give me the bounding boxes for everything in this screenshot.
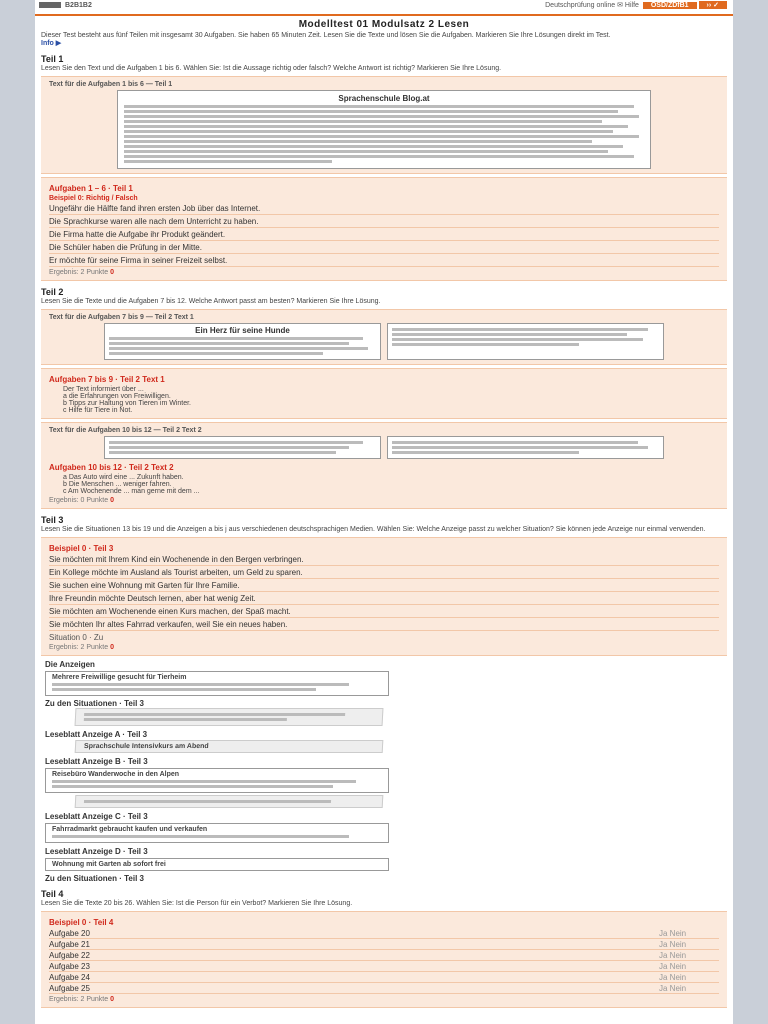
top-links[interactable]: Deutschprüfung online ✉ Hilfe [545, 2, 639, 9]
teil2-heading: Teil 2 [41, 287, 64, 297]
teil2-text-box-2 [41, 422, 727, 509]
teil4-q-head: Beispiel 0 · Teil 4 [49, 918, 114, 927]
page-title: Modelltest 01 Modulsatz 2 Lesen [298, 19, 470, 30]
site-logo[interactable]: B2B1B2 [39, 2, 92, 9]
teil3-question[interactable]: Sie suchen eine Wohnung mit Garten für Ihre Familie. [49, 581, 719, 592]
teil2-option: Der Text informiert über ... [63, 386, 144, 393]
teil3-question[interactable]: Sie möchten mit Ihrem Kind ein Wochenende in den Bergen verbringen. [49, 555, 719, 566]
anzeige-situation-tail: Zu den Situationen · Teil 3 [45, 874, 144, 883]
teil2-col-2 [387, 323, 664, 360]
teil2-text-box [41, 309, 727, 365]
teil4-result: Ergebnis: 2 Punkte 0 [49, 996, 115, 1003]
anzeige-heading: Leseblatt Anzeige B · Teil 3 [45, 757, 148, 766]
teil3-result-mark: 0 [110, 644, 115, 651]
teil1-text-box [41, 76, 727, 174]
anzeige-card: Fahrradmarkt gebraucht kaufen und verkaufen [45, 823, 389, 843]
anzeigen-label: Die Anzeigen [45, 660, 95, 669]
anzeige-card: Wohnung mit Garten ab sofort frei [45, 858, 389, 871]
teil1-questions [41, 177, 727, 281]
teil2-questions [41, 368, 727, 419]
info-link[interactable]: Info ▶ [41, 40, 62, 47]
teil1-result: Ergebnis: 2 Punkte 0 [49, 269, 115, 276]
teil1-sub-head: Beispiel 0: Richtig / Falsch [49, 195, 138, 202]
teil4-instructions: Lesen Sie die Texte 20 bis 26. Wählen Sie: Ist die Person für ein Verbot? Markieren Sie Ihre Lösung. [41, 900, 353, 907]
teil3-q-head: Beispiel 0 · Teil 3 [49, 544, 114, 553]
teil4-row[interactable]: Aufgabe 23 Ja Nein [49, 962, 719, 972]
teil4-questions [41, 911, 727, 1008]
top-actions [545, 1, 727, 9]
top-bar [35, 0, 733, 16]
teil2-option2[interactable]: c Am Wochenende ... man gerne mit dem ... [63, 488, 200, 495]
teil1-question-2[interactable]: Die Sprachkurse waren alle nach dem Unterricht zu haben. [49, 217, 719, 228]
teil2-aufgabe-head: Aufgaben 7 bis 9 · Teil 2 Text 1 [49, 375, 165, 384]
teil2-reading-text [104, 323, 664, 360]
teil1-box-label: Text für die Aufgaben 1 bis 6 — Teil 1 [49, 81, 173, 88]
anzeige-heading: Leseblatt Anzeige D · Teil 3 [45, 847, 148, 856]
teil2-option[interactable]: b Tipps zur Haltung von Tieren im Winter. [63, 400, 191, 407]
teil2-option2[interactable]: b Die Menschen ... weniger fahren. [63, 481, 172, 488]
teil1-question-1[interactable]: Ungefähr die Hälfte fand ihren ersten Job über das Internet. [49, 204, 719, 215]
teil4-row[interactable]: Aufgabe 25 Ja Nein [49, 984, 719, 994]
teil3-result: Ergebnis: 2 Punkte 0 [49, 644, 115, 651]
teil1-instructions: Lesen Sie den Text und die Aufgaben 1 bis 6. Wählen Sie: Ist die Aussage richtig oder falsch? Welche Antwort ist richtig? Markieren Sie Ihre Lösung. [41, 65, 502, 72]
teil2-result-mark: 0 [110, 497, 115, 504]
teil4-row[interactable]: Aufgabe 22 Ja Nein [49, 951, 719, 961]
teil4-result-mark: 0 [110, 996, 115, 1003]
teil1-question-5[interactable]: Er möchte für seine Firma in seiner Freizeit selbst. [49, 256, 719, 267]
exam-badge[interactable]: ÖSD/ZDfB1 [643, 2, 697, 9]
teil2-box2-label: Text für die Aufgaben 10 bis 12 — Teil 2 Text 2 [49, 427, 202, 434]
teil2-col1-title: Ein Herz für seine Hunde [195, 326, 290, 335]
teil3-heading: Teil 3 [41, 515, 64, 525]
teil2-reading-text-2 [104, 436, 664, 459]
anzeige-tilted [75, 708, 384, 726]
anzeige-card: Mehrere Freiwillige gesucht für Tierheim [45, 671, 389, 696]
teil2-result: Ergebnis: 0 Punkte 0 [49, 497, 115, 504]
teil1-reading-text [117, 90, 651, 169]
teil4-heading: Teil 4 [41, 889, 64, 899]
teil3-question[interactable]: Sie möchten Ihr altes Fahrrad verkaufen, weil Sie ein neues haben. [49, 620, 719, 631]
teil2-option[interactable]: a die Erfahrungen von Freiwilligen. [63, 393, 171, 400]
teil1-result-mark: 0 [110, 269, 115, 276]
anzeige-heading: Leseblatt Anzeige C · Teil 3 [45, 812, 148, 821]
logo-icon [39, 2, 61, 8]
teil4-row[interactable]: Aufgabe 21 Ja Nein [49, 940, 719, 950]
teil4-row[interactable]: Aufgabe 24 Ja Nein [49, 973, 719, 983]
teil2-col-1 [104, 323, 381, 360]
teil4-row[interactable]: Aufgabe 20 Ja Nein [49, 929, 719, 939]
teil3-answer-label: Situation 0 · Zu [49, 633, 104, 642]
teil2-option2[interactable]: a Das Auto wird eine ... Zukunft haben. [63, 474, 184, 481]
teil2-option[interactable]: c Hilfe für Tiere in Not. [63, 407, 133, 414]
teil2b-col-1 [104, 436, 381, 459]
intro-text: Dieser Test besteht aus fünf Teilen mit insgesamt 30 Aufgaben. Sie haben 65 Minuten Zeit. Lesen Sie die Texte und lösen Sie die Aufgaben. Markieren Sie Ihre Lösungen direkt im Test. [41, 32, 611, 39]
teil1-heading: Teil 1 [41, 54, 64, 64]
anzeige-situation: Zu den Situationen · Teil 3 [45, 699, 144, 708]
anzeige-tilted [75, 795, 384, 808]
teil2-aufgabe2-head: Aufgaben 10 bis 12 · Teil 2 Text 2 [49, 463, 174, 472]
teil3-instructions: Lesen Sie die Situationen 13 bis 19 und die Anzeigen a bis j aus verschiedenen deutschsprachigen Medien. Wählen Sie: Welche Anzeige passt zu welcher Situation? Sie können jede Anzeige nur einmal verwenden. [41, 526, 706, 533]
teil2-instructions: Lesen Sie die Texte und die Aufgaben 7 bis 12. Welche Antwort passt am besten? Markieren Sie Ihre Lösung. [41, 298, 381, 305]
next-button[interactable]: ›› ✓ [699, 1, 727, 9]
exam-page [35, 0, 733, 1024]
teil1-text-title: Sprachenschule Blog.at [338, 94, 430, 103]
teil3-question[interactable]: Sie möchten am Wochenende einen Kurs machen, der Spaß macht. [49, 607, 719, 618]
teil1-question-4[interactable]: Die Schüler haben die Prüfung in der Mitte. [49, 243, 719, 254]
teil2b-col-2 [387, 436, 664, 459]
teil1-question-3[interactable]: Die Firma hatte die Aufgabe ihr Produkt geändert. [49, 230, 719, 241]
anzeigen-section [45, 660, 723, 883]
teil1-aufgabe-head: Aufgaben 1 – 6 · Teil 1 [49, 184, 133, 193]
teil3-question[interactable]: Ein Kollege möchte im Ausland als Tourist arbeiten, um Geld zu sparen. [49, 568, 719, 579]
anzeige-heading: Leseblatt Anzeige A · Teil 3 [45, 730, 148, 739]
anzeige-tilted: Sprachschule Intensivkurs am Abend [75, 740, 384, 753]
teil2-box-label: Text für die Aufgaben 7 bis 9 — Teil 2 Text 1 [49, 314, 194, 321]
teil3-question[interactable]: Ihre Freundin möchte Deutsch lernen, aber hat wenig Zeit. [49, 594, 719, 605]
anzeige-card: Reisebüro Wanderwoche in den Alpen [45, 768, 389, 793]
teil3-questions [41, 537, 727, 656]
